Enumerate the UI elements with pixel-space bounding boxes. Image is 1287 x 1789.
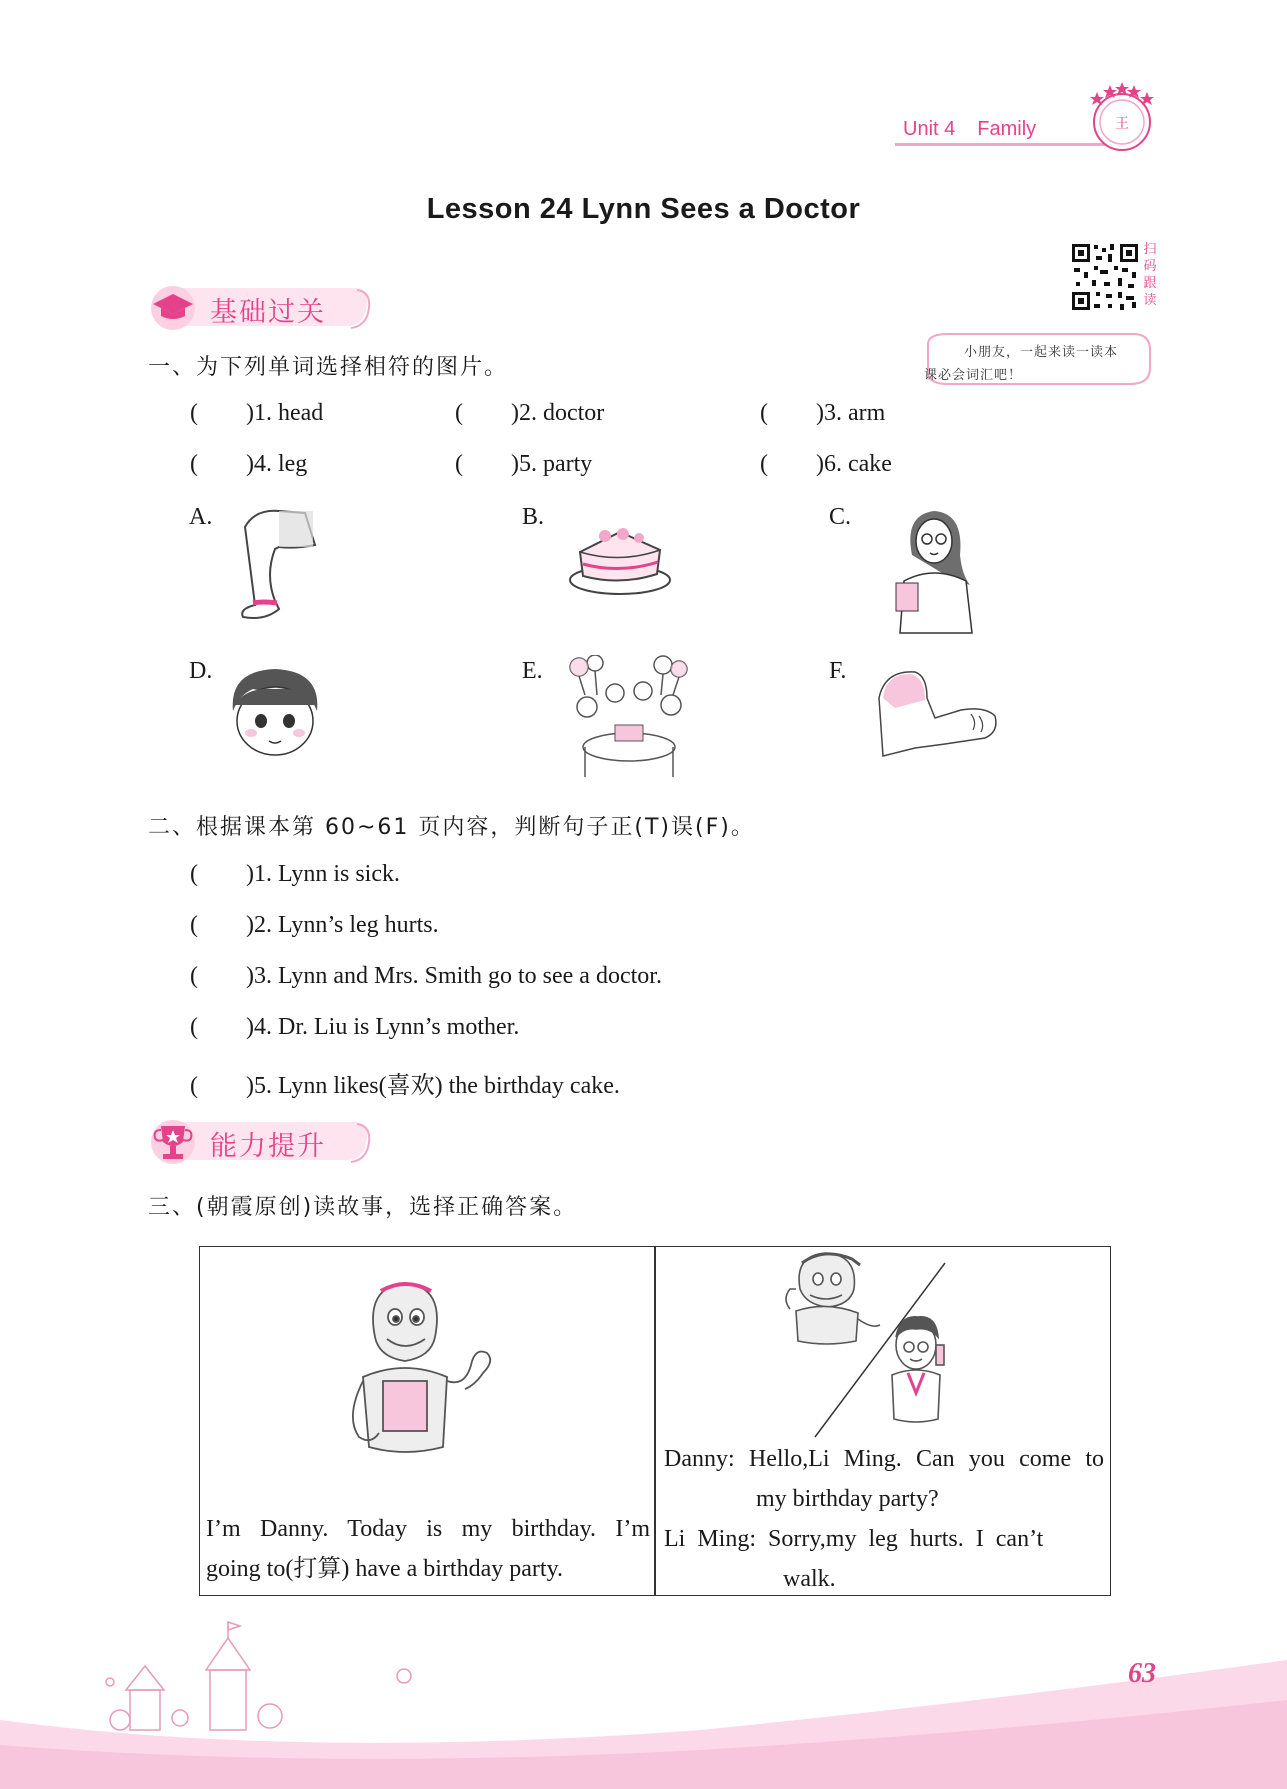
q2-item-3[interactable]: ( )3. Lynn and Mrs. Smith go to see a doctor. [190, 963, 662, 989]
q3-title: 三、(朝霞原创)读故事，选择正确答案。 [148, 1195, 578, 1220]
story-left-line-2: going to(打算) have a birthday party. [206, 1556, 564, 1582]
qr-label-char: 读 [1143, 292, 1157, 307]
unit-number: Unit 4 [903, 118, 956, 140]
q2-item-4[interactable]: ( )4. Dr. Liu is Lynn’s mother. [190, 1014, 520, 1040]
party-icon [565, 655, 695, 780]
page-number: 63 [1128, 1658, 1156, 1689]
q2-item-5[interactable]: ( )5. Lynn likes(喜欢) the birthday cake. [190, 1073, 620, 1099]
header-line [895, 143, 1105, 146]
unit-topic: Family [977, 118, 1037, 140]
story-right-line-2: my birthday party? [756, 1486, 939, 1512]
unit-label [903, 118, 1058, 141]
option-e-label: E. [522, 658, 543, 684]
option-b-label: B. [522, 504, 545, 530]
q1-item-3[interactable]: ( )3. arm [760, 400, 886, 426]
q2-item-2[interactable]: ( )2. Lynn’s leg hurts. [190, 912, 439, 938]
bubble-text [924, 340, 1154, 386]
head-icon [225, 665, 325, 760]
arm-icon [875, 668, 1005, 763]
story-table [199, 1246, 1111, 1596]
story-left-line-1: I’m Danny. Today is my birthday. I’m [206, 1516, 650, 1542]
q1-title: 一、为下列单词选择相符的图片。 [148, 355, 509, 380]
bubble-line-1: 小朋友，一起来读一读本 [964, 344, 1119, 359]
footer-decoration [0, 1560, 1287, 1789]
q1-item-1[interactable]: ( )1. head [190, 400, 324, 426]
svg-text:王: 王 [1115, 116, 1129, 132]
section-banner-advanced-label: 能力提升 [210, 1131, 326, 1162]
section-banner-basic-label: 基础过关 [210, 297, 326, 328]
q1-item-2[interactable]: ( )2. doctor [455, 400, 605, 426]
option-c-label: C. [829, 504, 852, 530]
option-a-label: A. [189, 504, 213, 530]
phone-call-icon [780, 1249, 975, 1439]
story-right-line-1: Danny: Hello,Li Ming. Can you come to [664, 1446, 1104, 1472]
q1-item-5[interactable]: ( )5. party [455, 451, 593, 477]
qr-code-icon[interactable] [1070, 242, 1140, 312]
q2-item-1[interactable]: ( )1. Lynn is sick. [190, 861, 400, 887]
q1-item-4[interactable]: ( )4. leg [190, 451, 308, 477]
story-divider [654, 1247, 656, 1595]
qr-label-char: 码 [1143, 258, 1157, 273]
qr-label-char: 跟 [1143, 275, 1157, 290]
qr-label [1142, 240, 1158, 308]
q2-title: 二、根据课本第 60~61 页内容，判断句子正(T)误(F)。 [148, 815, 755, 840]
qr-label-char: 扫 [1143, 241, 1157, 256]
story-right-line-4: walk. [783, 1566, 836, 1592]
lesson-title: Lesson 24 Lynn Sees a Doctor [426, 193, 861, 225]
cake-icon [565, 512, 675, 602]
story-right-line-3: Li Ming: Sorry,my leg hurts. I can’t [664, 1526, 1044, 1552]
option-d-label: D. [189, 658, 213, 684]
publisher-logo-icon [1085, 80, 1160, 155]
danny-dinosaur-icon [335, 1277, 505, 1467]
leg-icon [235, 505, 320, 625]
bubble-line-2: 课必会词汇吧！ [924, 367, 1023, 382]
q1-item-6[interactable]: ( )6. cake [760, 451, 892, 477]
option-f-label: F. [829, 658, 847, 684]
doctor-icon [890, 505, 980, 635]
